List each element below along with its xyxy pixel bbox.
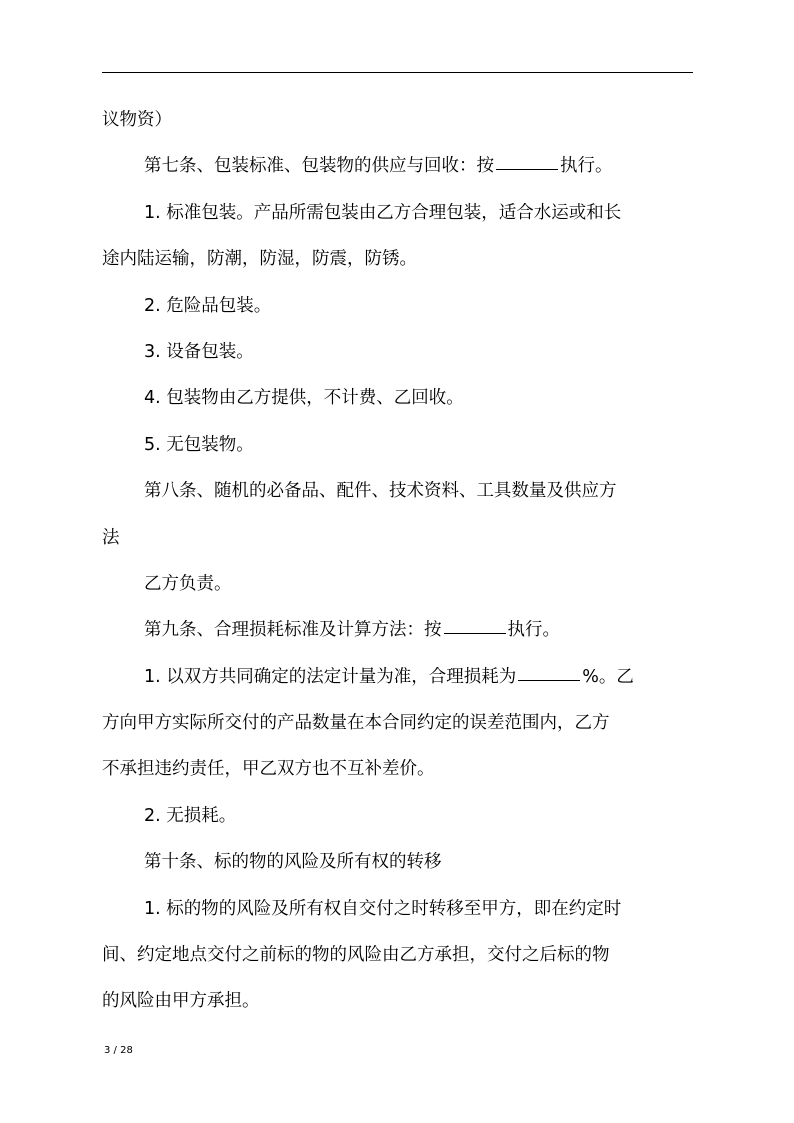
paragraph-line: 乙方负责。 xyxy=(144,573,232,594)
article-7-suffix: 执行。 xyxy=(560,156,613,177)
paragraph-line: 5. 无包装物。 xyxy=(144,434,254,455)
paragraph-line: 1. 标的物的风险及所有权自交付之时转移至甲方，即在约定时 xyxy=(144,898,622,919)
paragraph-line: 4. 包装物由乙方提供，不计费、乙回收。 xyxy=(144,388,464,409)
document-body xyxy=(102,97,693,1025)
fill-in-blank xyxy=(518,679,580,681)
paragraph-line xyxy=(102,654,693,700)
paragraph-line: 间、约定地点交付之前标的物的风险由乙方承担，交付之后标的物 xyxy=(102,945,610,966)
article-7-heading xyxy=(102,143,693,189)
article-7-text: 第七条、包装标准、包装物的供应与回收：按 xyxy=(144,156,494,177)
article-9-suffix: 执行。 xyxy=(507,620,560,641)
fill-in-blank xyxy=(496,168,558,170)
paragraph-line: 的风险由甲方承担。 xyxy=(102,991,260,1012)
paragraph-line: 方向甲方实际所交付的产品数量在本合同约定的误差范围内，乙方 xyxy=(102,713,610,734)
fill-in-blank xyxy=(444,632,506,634)
paragraph-line: 议物资） xyxy=(102,110,172,130)
loss-rate-text: 1. 以双方共同确定的法定计量为准，合理损耗为 xyxy=(144,666,517,687)
paragraph-line: 2. 无损耗。 xyxy=(144,805,237,826)
paragraph-line: 1. 标准包装。产品所需包装由乙方合理包装，适合水运或和长 xyxy=(144,202,622,223)
page-number: 3 / 28 xyxy=(104,1045,133,1056)
header-rule xyxy=(102,72,693,73)
article-10-heading: 第十条、标的物的风险及所有权的转移 xyxy=(144,852,442,873)
loss-rate-suffix: %。乙 xyxy=(582,666,634,687)
paragraph-line: 途内陆运输，防潮，防湿，防震，防锈。 xyxy=(102,249,417,270)
paragraph-line: 3. 设备包装。 xyxy=(144,341,254,362)
paragraph-line: 法 xyxy=(102,527,120,548)
article-8-heading: 第八条、随机的必备品、配件、技术资料、工具数量及供应方 xyxy=(144,481,617,502)
paragraph-line: 2. 危险品包装。 xyxy=(144,295,272,316)
article-9-heading xyxy=(102,607,693,653)
article-9-text: 第九条、合理损耗标准及计算方法：按 xyxy=(144,620,442,641)
paragraph-line: 不承担违约责任，甲乙双方也不互补差价。 xyxy=(102,759,435,780)
